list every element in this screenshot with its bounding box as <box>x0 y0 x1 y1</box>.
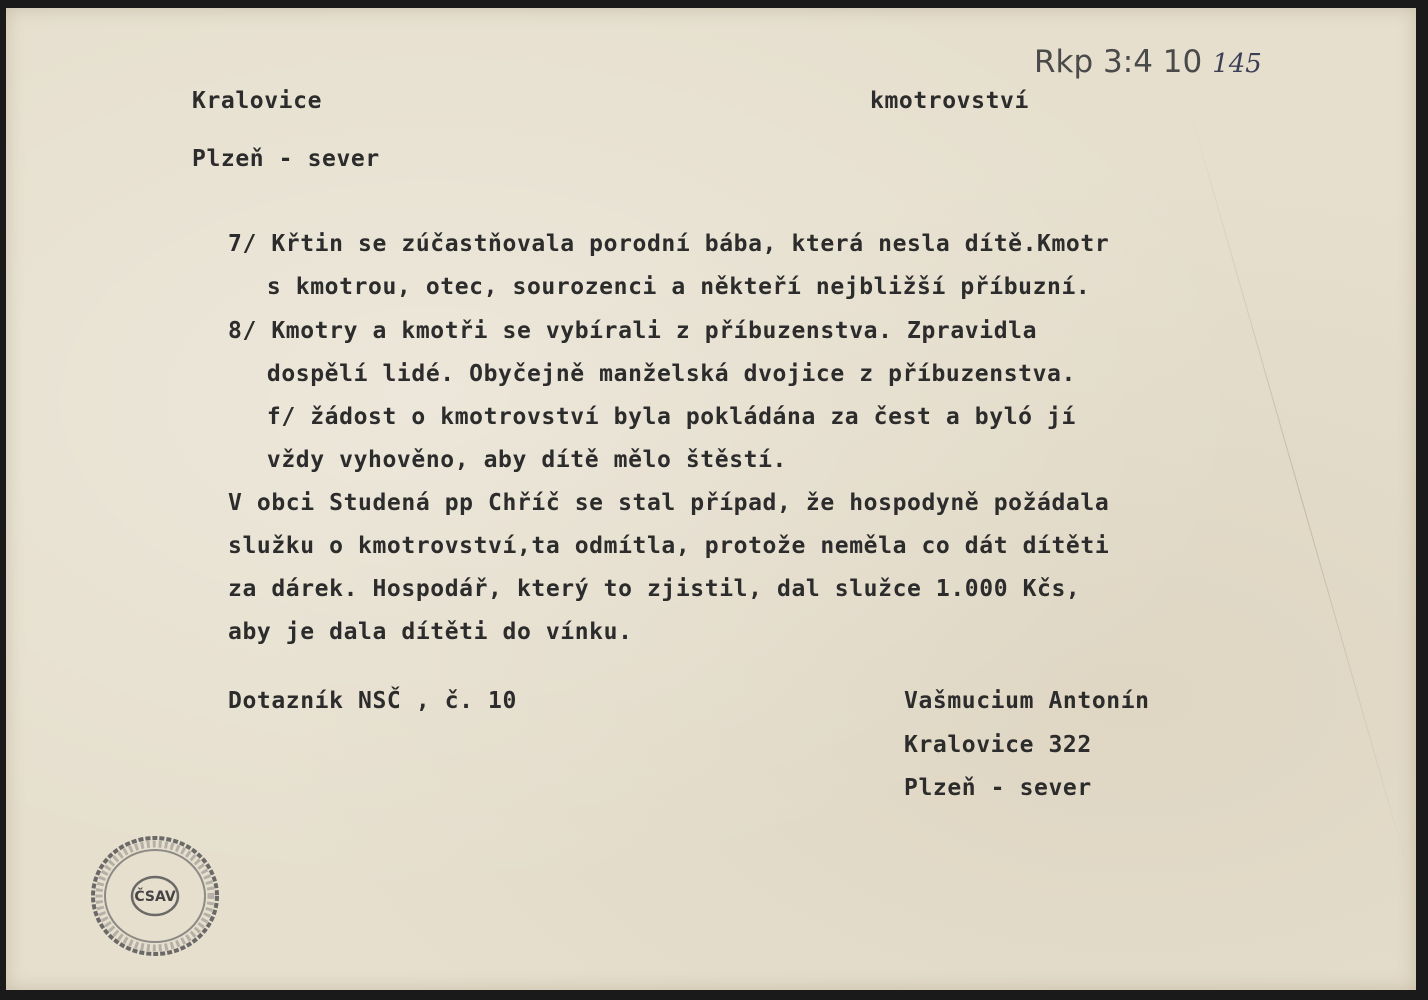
shelfmark <box>1034 44 1262 80</box>
stamp-text: ČSAV <box>134 889 176 905</box>
body-line: 8/ Kmotry a kmotři se vybírali z příbuzenstva. Zpravidla <box>228 318 1038 344</box>
informant-address: Kralovice 322 <box>904 732 1092 758</box>
body-line: V obci Studená pp Chříč se stal případ, že hospodyně požádala <box>228 490 1110 516</box>
body-line: 7/ Křtin se zúčastňovala porodní bába, která nesla dítě.Kmotr <box>228 231 1110 257</box>
district-name: Plzeň - sever <box>192 146 380 172</box>
informant-name: Vašmucium Antonín <box>904 688 1150 714</box>
body-line: za dárek. Hospodář, který to zjistil, dal služce 1.000 Kčs, <box>228 576 1081 602</box>
folio-number: 145 <box>1212 49 1262 79</box>
place-name: Kralovice <box>192 88 323 114</box>
shelfmark-text: Rkp 3:4 10 <box>1034 44 1203 80</box>
body-line: vždy vyhověno, aby dítě mělo štěstí. <box>238 447 787 473</box>
paper-crease <box>1186 98 1413 887</box>
body-line: s kmotrou, otec, sourozenci a někteří nejbližší příbuzní. <box>238 274 1091 300</box>
body-line: f/ žádost o kmotrovství byla pokládána za čest a byló jí <box>238 404 1076 430</box>
topic-heading: kmotrovství <box>870 88 1029 114</box>
informant-district: Plzeň - sever <box>904 775 1092 801</box>
source-reference: Dotazník NSČ , č. 10 <box>228 688 517 714</box>
archive-card <box>6 8 1416 990</box>
archive-stamp-icon <box>88 834 222 958</box>
body-line: aby je dala dítěti do vínku. <box>228 619 633 645</box>
body-line: služku o kmotrovství,ta odmítla, protože neměla co dát dítěti <box>228 533 1110 559</box>
body-line: dospělí lidé. Obyčejně manželská dvojice z příbuzenstva. <box>238 361 1076 387</box>
